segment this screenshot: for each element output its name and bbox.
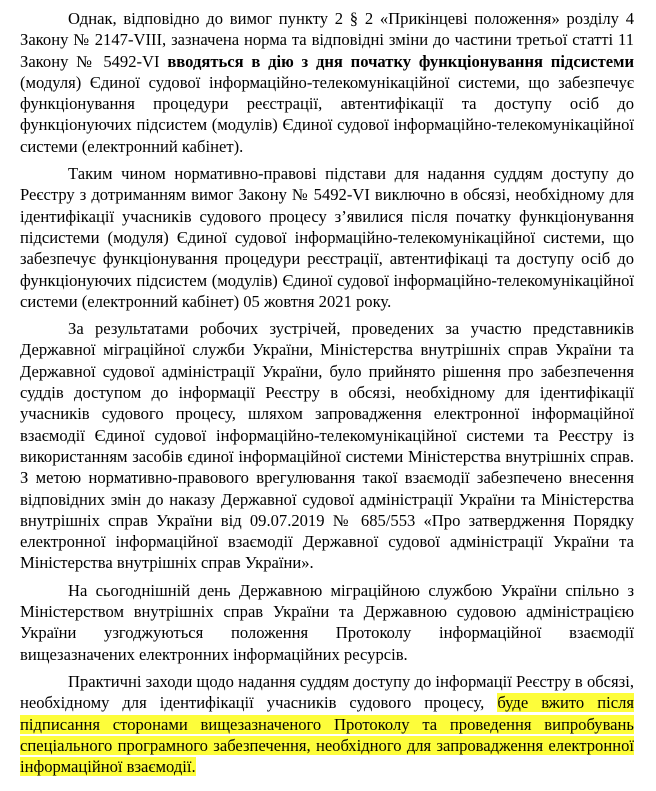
paragraph-3-text: За результатами робочих зустрічей, проведених за участю представників Державної міграційної служби України, Міністерства внутрішніх справ України та Державної судової адміністрації України, було прийнято рішення про забезпечення суддів доступом до інформації Реєстру в обсязі, необхідному для ідентифікації учасників судового процесу, шляхом запровадження електронної інформаційної взаємодії Єдиної судової інформаційно-телекомунікаційної системи та Реєстру із використанням засобів єдиної інформаційної системи Міністерства внутрішніх справ. З метою нормативно-правового врегулювання такої взаємодії забезпечено внесення відповідних змін до наказу Державної судової адміністрації України та Міністерства внутрішніх справ України від 09.07.2019 № 685/553 «Про затвердження Порядку електронної інформаційної взаємодії Державної судової адміністрації України та Міністерства внутрішніх справ України».: [20, 319, 634, 573]
paragraph-2-text: Таким чином нормативно-правові підстави для надання суддям доступу до Реєстру з дотриманням вимог Закону № 5492-VI виключно в обсязі, необхідному для ідентифікації учасників судового процесу з’явилися після початку функціонування підсистеми (модуля) Єдиної судової інформаційно-телекомунікаційної системи, що забезпечує функціонування процедури реєстрації, автентифікаці та доступу осіб до функціонуючих підсистем (модулів) Єдиної судової інформаційно-телекомунікаційної системи (електронний кабінет) 05 жовтня 2021 року.: [20, 164, 634, 311]
paragraph-4-text: На сьогоднішній день Державною міграційною службою України спільно з Міністерством внутрішніх справ України та Державною судовою адміністрацією України узгоджуються положення Протоколу інформаційної взаємодії вищезазначених електронних інформаційних ресурсів.: [20, 580, 634, 664]
paragraph-5-text: Практичні заходи щодо надання суддям доступу до інформації Реєстру в обсязі, необхідному для ідентифікації учасників судового процесу,: [20, 671, 634, 713]
paragraph-1-text-b: (модуля) Єдиної судової інформаційно-телекомунікаційної системи, що забезпечує функціонування процедури реєстрації, автентифікації та доступу осіб до функціонуючих підсистем (модулів) Єдиної судової інформаційно-телекомунікаційної системи (електронний кабінет).: [20, 72, 634, 156]
paragraph-current-status: [20, 580, 634, 665]
highlighted-text: буде вжито після підписання сторонами вищезазначеного Протоколу та проведення випробувань спеціального програмного забезпечення, необхідного для запровадження електронної інформаційної взаємодії.: [20, 693, 634, 777]
paragraph-working-meetings: [20, 318, 634, 574]
document-page: [20, 8, 634, 783]
paragraph-effective-date: [20, 8, 634, 157]
paragraph-1-bold-phrase: вводяться в дію з дня початку функціонування підсистеми: [167, 51, 635, 71]
paragraph-1-text-a: Однак, відповідно до вимог пункту 2 § 2 «Прикінцеві положення» розділу 4 Закону № 2147-VIII, зазначена норма та відповідні зміни до частини третьої статті 11 Закону № 5492-VI: [20, 9, 634, 71]
paragraph-legal-grounds: [20, 163, 634, 312]
paragraph-practical-measures: [20, 671, 634, 777]
